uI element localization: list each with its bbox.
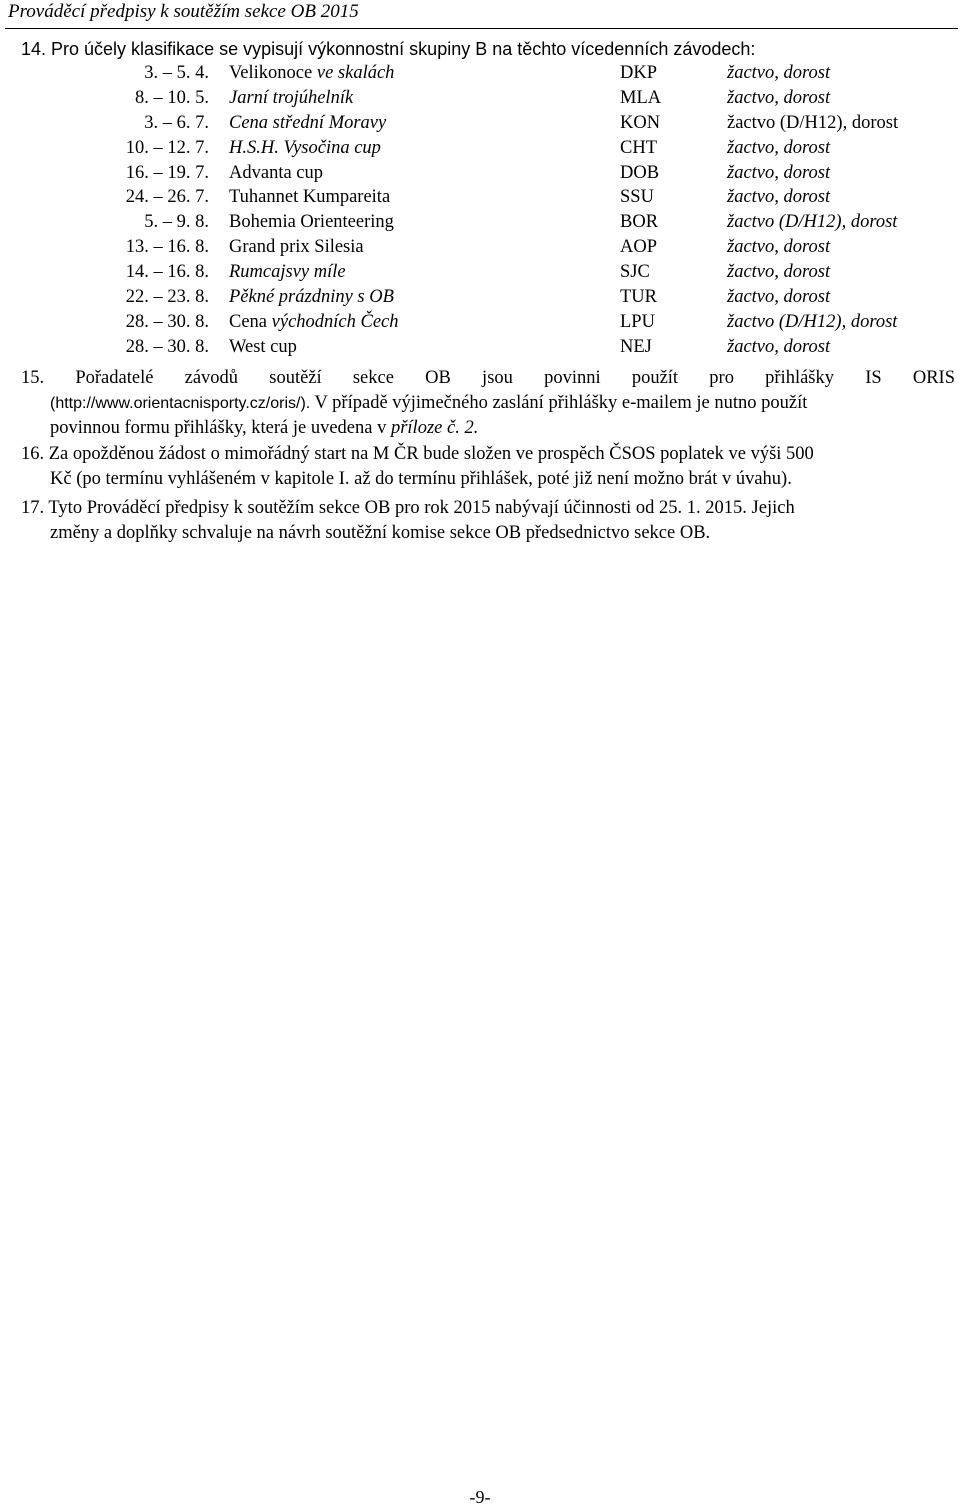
race-name-upright: Grand prix Silesia — [229, 237, 364, 258]
race-name — [229, 310, 399, 335]
paragraph-16-line2: Kč (po termínu vyhlášeném v kapitole I. až do termínu přihlášek, poté již není možno brát v úvahu). — [50, 468, 792, 489]
race-club-code: DKP — [620, 63, 658, 83]
race-name — [229, 111, 386, 136]
race-name-upright: Cena — [229, 311, 268, 332]
race-name-italic: Pěkné prázdniny s OB — [229, 287, 394, 308]
race-date: 16. – 19. 7. — [125, 162, 209, 183]
paragraph-16 — [21, 442, 955, 491]
paragraph-16-line1: Za opožděnou žádost o mimořádný start na M ČR bude složen ve prospěch ČSOS poplatek ve výši 500 — [48, 444, 814, 464]
race-row — [0, 210, 960, 235]
race-table — [0, 61, 960, 360]
paragraph-15-line2: V případě výjimečného zaslání přihlášky e-mailem je nutno použít — [310, 392, 808, 413]
race-category: žactvo, dorost — [727, 87, 831, 108]
race-row — [0, 335, 960, 360]
race-name-italic: ve skalách — [312, 63, 395, 83]
race-club-code: NEJ — [620, 336, 652, 357]
race-row — [0, 86, 960, 111]
race-category: žactvo (D/H12), dorost — [727, 112, 899, 133]
race-name-upright: Advanta cup — [229, 162, 324, 183]
race-date: 28. – 30. 8. — [125, 311, 209, 332]
race-category: žactvo, dorost — [727, 287, 831, 308]
race-name-italic: Rumcajsvy míle — [229, 262, 346, 283]
race-date: 24. – 26. 7. — [125, 187, 209, 208]
race-row — [0, 310, 960, 335]
race-category: žactvo, dorost — [727, 63, 831, 83]
paragraph-15-number: 15. — [21, 368, 45, 388]
paragraph-17-line1: Tyto Prováděcí předpisy k soutěžím sekce OB pro rok 2015 nabývají účinnosti od 25. 1. 2015. Jejich — [48, 498, 795, 518]
race-row — [0, 61, 960, 86]
race-name-italic: východních Čech — [267, 311, 399, 332]
race-category: žactvo, dorost — [727, 162, 831, 183]
race-row — [0, 136, 960, 161]
race-date: 10. – 12. 7. — [125, 137, 209, 158]
race-row — [0, 111, 960, 136]
race-club-code: DOB — [620, 162, 660, 183]
race-row — [0, 285, 960, 310]
race-name-italic: H.S.H. Vysočina cup — [229, 137, 381, 158]
race-date: 8. – 10. 5. — [135, 87, 209, 108]
paragraph-17-line2: změny a doplňky schvaluje na návrh soutěžní komise sekce OB předsednictvo sekce OB. — [50, 522, 711, 543]
race-club-code: LPU — [620, 311, 655, 332]
race-date: 3. – 6. 7. — [144, 112, 209, 133]
race-row — [0, 235, 960, 260]
race-category: žactvo (D/H12), dorost — [727, 212, 898, 233]
race-category: žactvo, dorost — [727, 187, 831, 208]
race-club-code: BOR — [620, 212, 659, 233]
race-club-code: KON — [620, 112, 661, 133]
race-name — [229, 335, 297, 360]
race-name — [229, 260, 346, 285]
oris-link[interactable]: (http://www.orientacnisporty.cz/oris/). — [50, 394, 311, 412]
race-name-upright: Velikonoce — [229, 63, 313, 83]
paragraph-15 — [21, 366, 955, 441]
race-name-italic: Cena střední Moravy — [229, 112, 387, 133]
race-name — [229, 210, 394, 235]
race-club-code: MLA — [620, 87, 662, 108]
race-name-upright: West cup — [229, 336, 297, 357]
race-category: žactvo, dorost — [727, 262, 831, 283]
race-club-code: CHT — [620, 137, 657, 158]
race-club-code: SSU — [620, 187, 654, 208]
paragraph-15-line3: povinnou formu přihlášky, která je uvedena v — [50, 418, 391, 439]
page-number: -9- — [469, 1487, 491, 1507]
race-name — [229, 136, 381, 161]
paragraph-15-line1: Pořadatelé závodů soutěží sekce OB jsou povinni použít pro přihlášky IS ORIS — [75, 368, 956, 388]
race-name-upright: Tuhannet Kumpareita — [229, 187, 391, 208]
race-name — [229, 185, 390, 210]
appendix-reference: příloze č. 2. — [390, 418, 479, 439]
race-category: žactvo, dorost — [727, 137, 831, 158]
race-name — [229, 161, 323, 186]
race-category: žactvo, dorost — [727, 237, 831, 258]
race-date: 13. – 16. 8. — [125, 237, 209, 258]
race-name-italic: Jarní trojúhelník — [229, 87, 354, 108]
race-name — [229, 235, 364, 260]
race-row — [0, 260, 960, 285]
paragraph-17-number: 17. — [21, 498, 45, 518]
race-club-code: SJC — [620, 262, 650, 283]
paragraph-17 — [21, 496, 955, 545]
race-date: 3. – 5. 4. — [144, 63, 209, 83]
paragraph-16-number: 16. — [21, 444, 45, 464]
race-name — [229, 61, 394, 86]
race-row — [0, 185, 960, 210]
page-header — [5, 0, 958, 29]
race-club-code: TUR — [620, 287, 657, 308]
race-date: 28. – 30. 8. — [125, 336, 209, 357]
race-name — [229, 86, 353, 111]
race-name — [229, 285, 394, 310]
race-category: žactvo, dorost — [727, 336, 831, 357]
race-name-upright: Bohemia Orienteering — [229, 212, 394, 233]
paragraph-14: 14. Pro účely klasifikace se vypisují výkonnostní skupiny B na těchto vícedenních závodech: — [21, 39, 756, 59]
header-title: Prováděcí předpisy k soutěžím sekce OB 2015 — [8, 1, 359, 22]
race-club-code: AOP — [620, 237, 658, 258]
race-category: žactvo (D/H12), dorost — [727, 311, 898, 332]
race-date: 22. – 23. 8. — [125, 287, 209, 308]
race-date: 5. – 9. 8. — [144, 212, 209, 233]
race-row — [0, 161, 960, 186]
race-date: 14. – 16. 8. — [125, 262, 209, 283]
